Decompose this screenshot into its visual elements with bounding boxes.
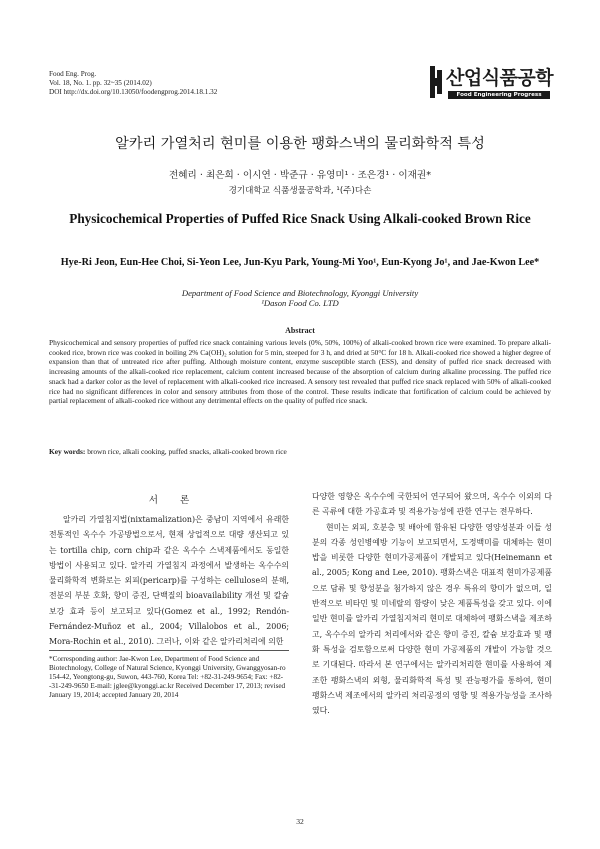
korean-affiliation: 경기대학교 식품생물공학과, ¹(주)다손: [228, 186, 372, 196]
journal-volume: Vol. 18, No. 1. pp. 32~35 (2014.02): [49, 79, 152, 88]
page-number: 32: [296, 817, 304, 826]
abstract-heading: Abstract: [285, 326, 315, 335]
korean-title: 알카리 가열처리 현미를 이용한 팽화스낵의 물리화학적 특성: [115, 136, 485, 152]
keywords-label: Key words:: [49, 447, 86, 456]
logo-subtitle: Food Engineering Progress: [448, 91, 550, 99]
keywords-list: brown rice, alkali cooking, puffed snacks, alkali-cooked brown rice: [87, 447, 287, 456]
affiliation-line-1: Department of Food Science and Biotechnology, Kyonggi University: [181, 288, 419, 298]
english-title: Physicochemical Properties of Puffed Rice Snack Using Alkali-cooked Brown Rice: [69, 211, 531, 226]
footnote-divider: [49, 650, 289, 651]
corresponding-author-footnote: *Corresponding author: Jae-Kwon Lee, Department of Food Science and Biotechnology, College of Natural Science, Kyonggi University, Gwanggyosan-ro 154-42, Yeongtong-gu, Suwon, 443-760, Korea Tel: +82-31-249-9654; Fax: +82--31-249-9650 E-mail: jglee@kyonggi.ac.kr Received December 17, 2013; revised January 19, 2014; accepted January 20, 2014: [49, 655, 286, 700]
keywords: [49, 447, 551, 457]
journal-doi: DOI http://dx.doi.org/10.13050/foodengprog.2014.18.1.32: [49, 88, 218, 97]
abstract-text: Physicochemical and sensory properties of puffed rice snack containing various levels (0%, 50%, 100%) of alkali-cooked brown rice were examined. To prepare alkali-cooked rice, brown rice was cooked in boiling 2% Ca(OH)₂ solution for 5 min, steeped for 3 h, and dried at 50°C for 18 h. Alkali-cooked rice showed a higher degree of expansion than that of untreated rice after puffing. Although moisture content, enzyme susceptible starch (ESS), and density of puffed rice snack decreased with increasing amounts of the alkali-cooked rice replacement, calcium content increased because of the absorption of calcium during alkaline processing. The puffed rice snack had a darker color as the level of replacement with alkali-cooked rice increased. A sensory test revealed that puffed rice snack replaced with 50% of alkali-cooked rice had no significant differences in color and sensory attributes from those of the control. These results indicate that fortification of calcium could be achieved by partial replacement of alkali-cooked rice without any detrimental effects on the quality of puffed rice snack.: [49, 338, 551, 406]
logo-mark-icon: [430, 64, 444, 100]
left-column-text: 알카리 가열침지법(nixtamalization)은 중남미 지역에서 유래한 전통적인 옥수수 가공방법으로서, 현재 상업적으로 대량 생산되고 있는 tortilla chip, corn chip과 같은 옥수수 스낵제품에서도 동일한 방법이 사용되고 있다. 알카리 가열침지 과정에서 발생하는 옥수수의 물리화학적 변화로는 외피(pericarp)를 구성하는 cellulose의 분해, 전분의 부분 호화, 향미 증진, 단백질의 bioavailability 개선 및 칼슘 보강 효과 등이 보고되고 있다(Gomez et al., 1992; Rendón-Fernández-Muñoz et al., 2004; Villalobos et al., 2006; Mora-Rochin et al., 2010). 그러나, 이와 같은 알카리처리에 의한: [49, 515, 289, 647]
journal-citation: [49, 70, 217, 98]
right-column: [312, 489, 552, 718]
korean-authors: 전혜리 · 최은희 · 이시연 · 박준규 · 유영미¹ · 조은경¹ · 이재권*: [169, 170, 431, 181]
right-column-paragraph-2: 현미는 외피, 호분층 및 배아에 함유된 다양한 영양성분과 이들 성분의 각종 성인병예방 기능이 보고되면서, 도정백미를 대체하는 현미밥을 비롯한 다양한 현미가공제품이 개발되고 있다(Heinemann et al., 2005; Kong and Lee, 2010). 팽화스낵은 대표적 현미가공제품으로 담류 및 향성분을 첨가하지 않은 경우 특유의 향미가 없으며, 일반적으로 비타민 및 미네랄의 함량이 낮은 제품특성을 갖고 있다. 이에 일반 현미를 알카리 가열침지처리 현미로 대체하여 팽화스낵을 제조하고, 옥수수의 알카리 처리에서와 같은 향미 증진, 칼슘 보강효과 및 팽화 특성을 검토함으로써 다양한 현미 가공제품의 개발이 가능할 것으로 기대된다. 따라서 본 연구에서는 알카리처리한 현미를 사용하여 제조한 팽화스낵의 외형, 물리화학적 특성 및 관능평가를 통하여, 현미 팽화스낵 제조에서의 알카리 처리공정의 영향 및 적용가능성을 조사하였다.: [312, 522, 552, 716]
affiliation-line-2: ¹Dason Food Co. LTD: [261, 298, 339, 309]
section-title-introduction: 서론: [148, 495, 212, 506]
right-column-paragraph-1: 다양한 영향은 옥수수에 국한되어 연구되어 왔으며, 옥수수 이외의 다른 곡류에 대한 가공효과 및 적용가능성에 관한 연구는 전무하다.: [312, 492, 552, 517]
journal-name: Food Eng. Prog.: [49, 70, 97, 78]
english-authors: Hye-Ri Jeon, Eun-Hee Choi, Si-Yeon Lee, Jun-Kyu Park, Young-Mi Yoo¹, Eun-Kyong Jo¹, and Jae-Kwon Lee*: [60, 257, 540, 268]
english-affiliation: [60, 288, 540, 309]
logo-text: 산업식품공학: [446, 67, 554, 89]
journal-logo: [430, 64, 552, 102]
